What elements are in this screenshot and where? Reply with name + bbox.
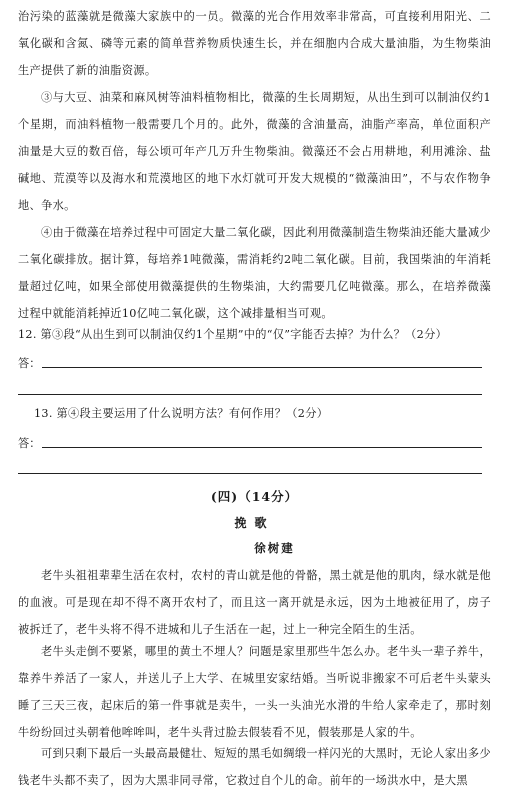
question-12: 12. 第③段“从出生到可以制油仅约1个星期”中的“仅”字能否去掉？为什么？（2分） <box>18 328 448 341</box>
answer-line-13b[interactable] <box>18 473 482 474</box>
passage-paragraph-intro-end: 治污染的蓝藻就是微藻大家族中的一员。微藻的光合作用效率非常高，可直接利用阳光、二氧化碳和含氮、磷等元素的简单营养物质快速生长，并在细胞内合成大量油脂，为生物柴油生产提供了新的油脂资源。 <box>18 10 491 77</box>
answer-label-13: 答： <box>18 437 41 450</box>
section-heading: (四)（14分） <box>210 489 299 504</box>
passage-paragraph-3: ③与大豆、油菜和麻风树等油料植物相比，微藻的生长周期短，从出生到可以制油仅约1个星期，而油料植物一般需要几个月的。此外，微藻的含油量高，油脂产率高，单位面积产油量是大豆的数百倍，每公顷可年产几万升生物柴油。微藻还不会占用耕地，利用滩涂、盐碱地、荒漠等以及海水和荒漠地区的地下水灯就可开发大规模的“微藻油田”，不与农作物争地、争水。 <box>18 91 491 212</box>
answer-line-13a[interactable] <box>42 447 482 448</box>
answer-label-12: 答： <box>18 357 41 370</box>
story-paragraph-1: 老牛头祖祖辈辈生活在农村，农村的青山就是他的骨骼，黑土就是他的肌肉，绿水就是他的血液。可是现在却不得不离开农村了，而且这一离开就是永远，因为土地被征用了，房子被拆迁了，老牛头将不得不进城和儿子生活在一起，过上一种完全陌生的生活。 <box>18 569 491 636</box>
story-paragraph-2: 老牛头走倒不要紧，哪里的黄土不埋人？问题是家里那些牛怎么办。老牛头一辈子养牛，靠养牛养活了一家人，并送儿子上大学、在城里安家结婚。当听说非搬家不可后老牛头蒙头睡了三天三夜，起床后的第一件事就是卖牛，一头一头油光水滑的牛给人家牵走了，那时刻牛纷纷回过头朝着他哞哞叫，老牛头背过脸去假装看不见，假装那是人家的牛。 <box>18 645 491 739</box>
article-title: 挽歌 <box>234 516 275 530</box>
answer-line-12b[interactable] <box>18 394 482 395</box>
answer-line-12a[interactable] <box>42 367 482 368</box>
question-13: 13. 第④段主要运用了什么说明方法？有何作用？（2分） <box>34 407 329 420</box>
story-paragraph-3: 可到只剩下最后一头最高最健壮、短短的黑毛如绸缎一样闪光的大黑时，无论人家出多少钱老牛头都不卖了，因为大黑非同寻常，它救过自个儿的命。前年的一场洪水中，是大黑 <box>18 747 491 787</box>
passage-paragraph-4: ④由于微藻在培养过程中可固定大量二氧化碳，因此利用微藻制造生物柴油还能大量减少二氧化碳排放。据计算，每培养1吨微藻，需消耗约2吨二氧化碳。目前，我国柴油的年消耗量超过亿吨，如果全部使用微藻提供的生物柴油，大约需要几亿吨微藻。那么，在培养微藻过程中就能消耗掉近10亿吨二氧化碳，这个减排量相当可观。 <box>18 226 491 320</box>
article-author: 徐树建 <box>254 541 295 555</box>
